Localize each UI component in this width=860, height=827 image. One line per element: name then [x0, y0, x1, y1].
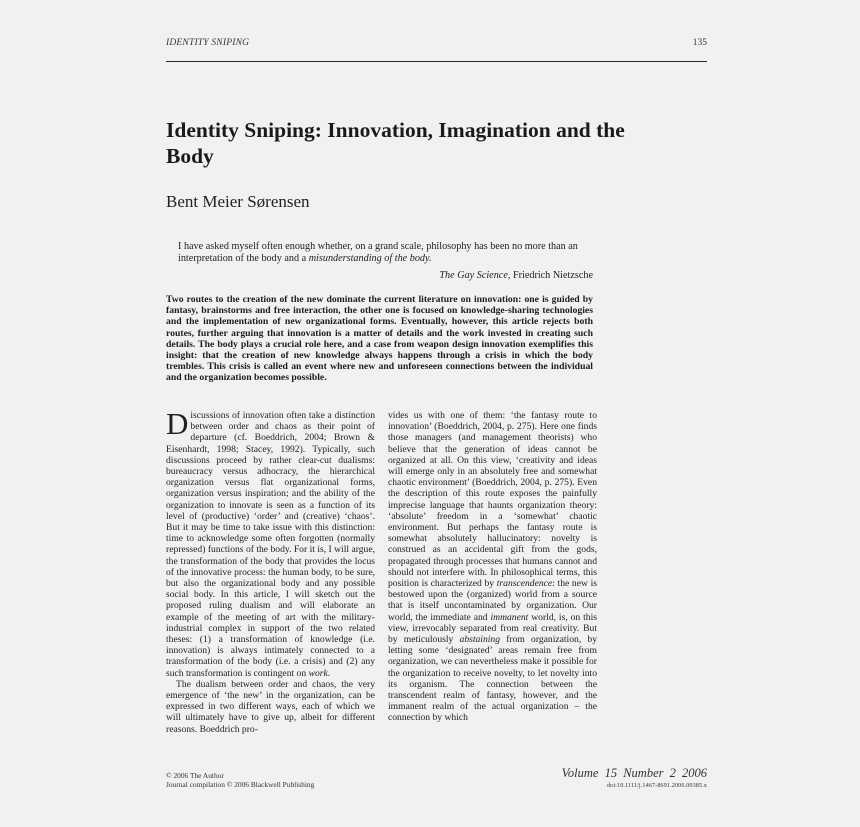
copyright-journal: Journal compilation © 2006 Blackwell Publishing: [166, 780, 315, 789]
epigraph-quote: [178, 241, 593, 266]
footer-copyright: [166, 771, 314, 789]
body-text: .: [327, 667, 331, 679]
drop-cap: D: [166, 406, 189, 441]
body-paragraph: [388, 410, 597, 724]
running-title: IDENTITY SNIPING: [166, 38, 250, 48]
page-number: 135: [692, 38, 707, 48]
body-column-left: [166, 406, 375, 735]
body-paragraph: The dualism between order and chaos, the very emergence of ‘the new’ in the organization, can be expressed in two different ways, each of which we will ultimately have to give up, albeit for different reasons. Boeddrich pro-: [166, 678, 375, 735]
body-text: : the new is bestowed upon the (organized) world from a source that is itself uncontaminated by organization. Our world, the immediate and: [388, 578, 597, 623]
body-text-italic: abstaining: [459, 634, 501, 646]
abstract: Two routes to the creation of the new dominate the current literature on innovation: one is guided by fantasy, brainstorms and free interaction, the other one is focused on knowledge-sharing technologies and the implementation of new organizational forms. Eventually, however, this article rejects both routes, further arguing that innovation is a matter of details and the work invested in creating such details. The body plays a crucial role here, and a case from weapon design innovation exemplifies this insight: that the creation of new knowledge always happens through a crisis in which the body trembles. This crisis is called an event where new and unforeseen connections between the individual and the organization becomes possible.: [166, 294, 593, 384]
doi: doi:10.1111/j.1467-8691.2006.00385.x: [606, 782, 707, 789]
header-rule: [166, 61, 707, 62]
footer-issue-info: [540, 766, 707, 789]
article-author: Bent Meier Sørensen: [166, 192, 310, 211]
body-column-right: [388, 410, 597, 724]
article-title: Identity Sniping: Innovation, Imagination and the Body: [166, 118, 625, 168]
body-paragraph: [166, 406, 375, 679]
issue-info: Volume 15 Number 2 2006: [561, 766, 707, 780]
body-text-italic: work: [308, 667, 328, 679]
body-text-italic: transcendence: [496, 578, 553, 590]
copyright-author: © 2006 The Author: [166, 771, 224, 780]
epigraph-text-italic: misunderstanding of the body.: [308, 253, 432, 265]
body-text: iscussions of innovation often take a distinction between order and chaos as their point of departure (cf. Boeddrich, 2004; Brown & Eisenhardt, 1998; Stacey, 1992). Typically, such discussions proceed by rather clear-cut dualisms: bureaucracy versus adhocracy, the hierarchical organization versus flat organizational forms, organization versus inspiration; and the ability of the organization to innovate is seen as a function of its level of (productive) ‘order’ and (creative) ‘chaos’. But it may be time to take issue with this distinction: time to acknowledge some often forgotten (normally repressed) functions of the body. For it is, I will argue, the transformation of the body that provides the locus of the innovative process: the human body, to be sure, but also the organizational body and any possible social body. In this article, I will sketch out the proposed ruling dualism and will elaborate an example of the meeting of art with the military-industrial complex in support of the two related theses: (1) a transformation of knowledge (i.e. innovation) is always intimately connected to a transformation of the body (i.e. a crisis) and (2) any such transformation is contingent on: [166, 410, 375, 679]
body-text: world, is, on this view, irrevocably separated from real creativity. But by meticulously: [388, 611, 597, 646]
body-text: vides us with one of them: ‘the fantasy route to innovation’ (Boeddrich, 2004, p. 275). Here one finds those managers (and management theorists) who believe that the generation of ideas cannot be organized at all. On this view, ‘creativity and ideas will emerge only in an absolutely free and somewhat chaotic environment’ (Boeddrich, 2004, p. 275). Even the description of this route exposes the painfully imprecise language that haunts organization theory: ‘absolute’ freedom in a ‘somewhat’ chaotic environment. But perhaps the fantasy route is somewhat absolutely hallucinatory: novelty is construed as an accidental gift from the gods, propagated through processes that humans cannot and should not interfere with. In philosophical terms, this position is characterized by: [388, 410, 597, 590]
epigraph: [178, 241, 593, 282]
body-text: from organization, by letting some ‘designated’ areas remain free from organization, we can nevertheless make it possible for the organization to receive novelty, to let novelty into its organism. The connection between the transcendent realm of fantasy, however, and the immanent realm of the actual organization – the connection by which: [388, 634, 597, 724]
running-header: [166, 38, 707, 48]
epigraph-source-author: , Friedrich Nietzsche: [507, 269, 593, 281]
epigraph-source-work: The Gay Science: [439, 269, 508, 281]
epigraph-source: [178, 270, 593, 282]
epigraph-text: I have asked myself often enough whether, on a grand scale, philosophy has been no more than an interpretation of the body and a: [178, 241, 578, 265]
body-text-italic: immanent: [490, 611, 529, 623]
